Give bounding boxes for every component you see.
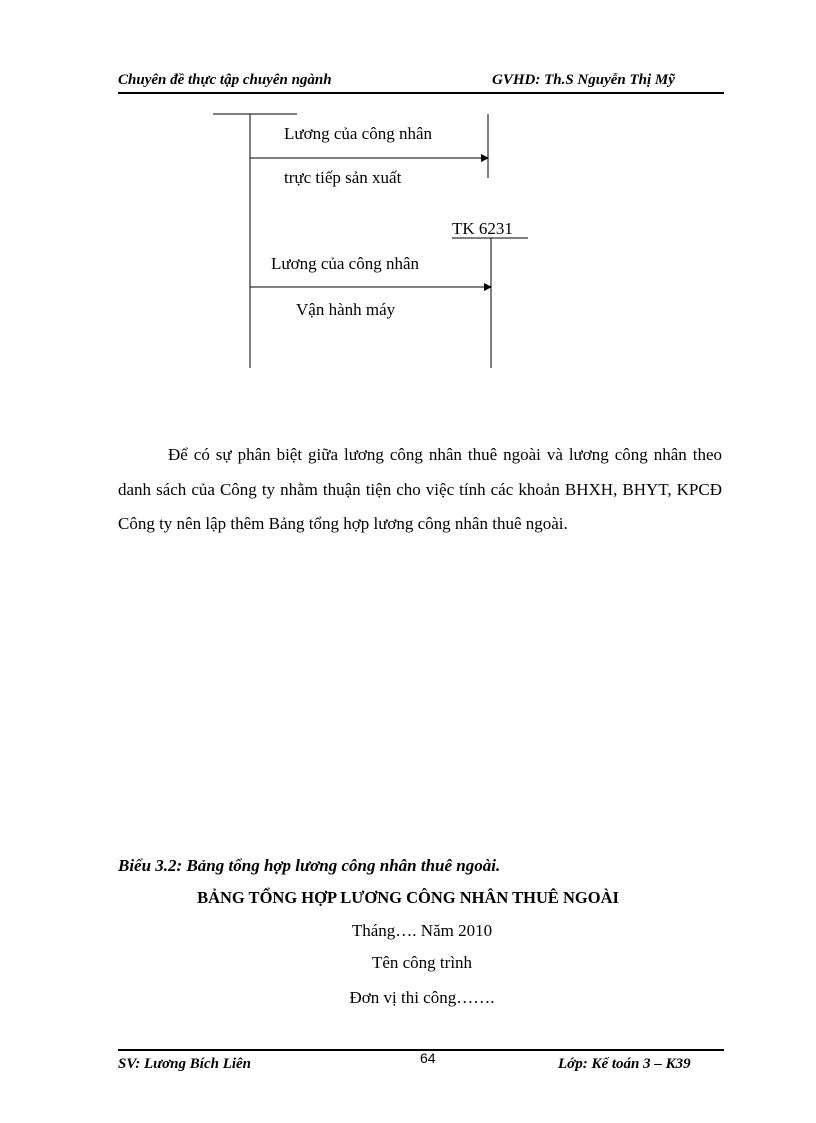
footer-student: SV: Lương Bích Liên [118,1056,252,1072]
unit-text: Đơn vị thi công……. [349,988,495,1007]
paragraph-text: Để có sự phân biệt giữa lương công nhân thuê ngoài và lương công nhân theo danh sách của Công ty nhằm thuận tiện cho việc tính các khoản BHXH, BHYT, KPCĐ Công ty nên lập thêm Bảng tổng hợp lương công nhân thuê ngoài. [118,445,722,533]
body-paragraph [118,438,722,542]
project-text: Tên công trình [371,953,473,972]
account-tk6231-label: TK 6231 [452,219,513,238]
table-title-text: BẢNG TỔNG HỢP LƯƠNG CÔNG NHÂN THUÊ NGOÀI [197,888,619,907]
month-year-text: Tháng…. Năm 2010 [351,921,493,940]
page-number: 64 [420,1050,436,1066]
table-caption: Biểu 3.2: Bảng tổng hợp lương công nhân thuê ngoài. [118,856,501,875]
label1-line2: trực tiếp sản xuất [284,168,402,187]
unit-line [0,988,816,1008]
table-title [0,888,816,908]
header-right: GVHD: Th.S Nguyễn Thị Mỹ [492,72,675,88]
page-footer [118,1050,724,1076]
label2-line2: Vận hành máy [296,300,396,319]
footer-class: Lớp: Kế toán 3 – K39 [558,1056,691,1072]
label2-line1: Lương của công nhân [271,254,420,273]
project-line [0,953,816,973]
header-left: Chuyên đề thực tập chuyên ngành [118,72,332,88]
month-year-line [0,921,816,941]
account-diagram [0,0,816,380]
label1-line1: Lương của công nhân [284,124,433,143]
diagram-lines [0,0,816,380]
